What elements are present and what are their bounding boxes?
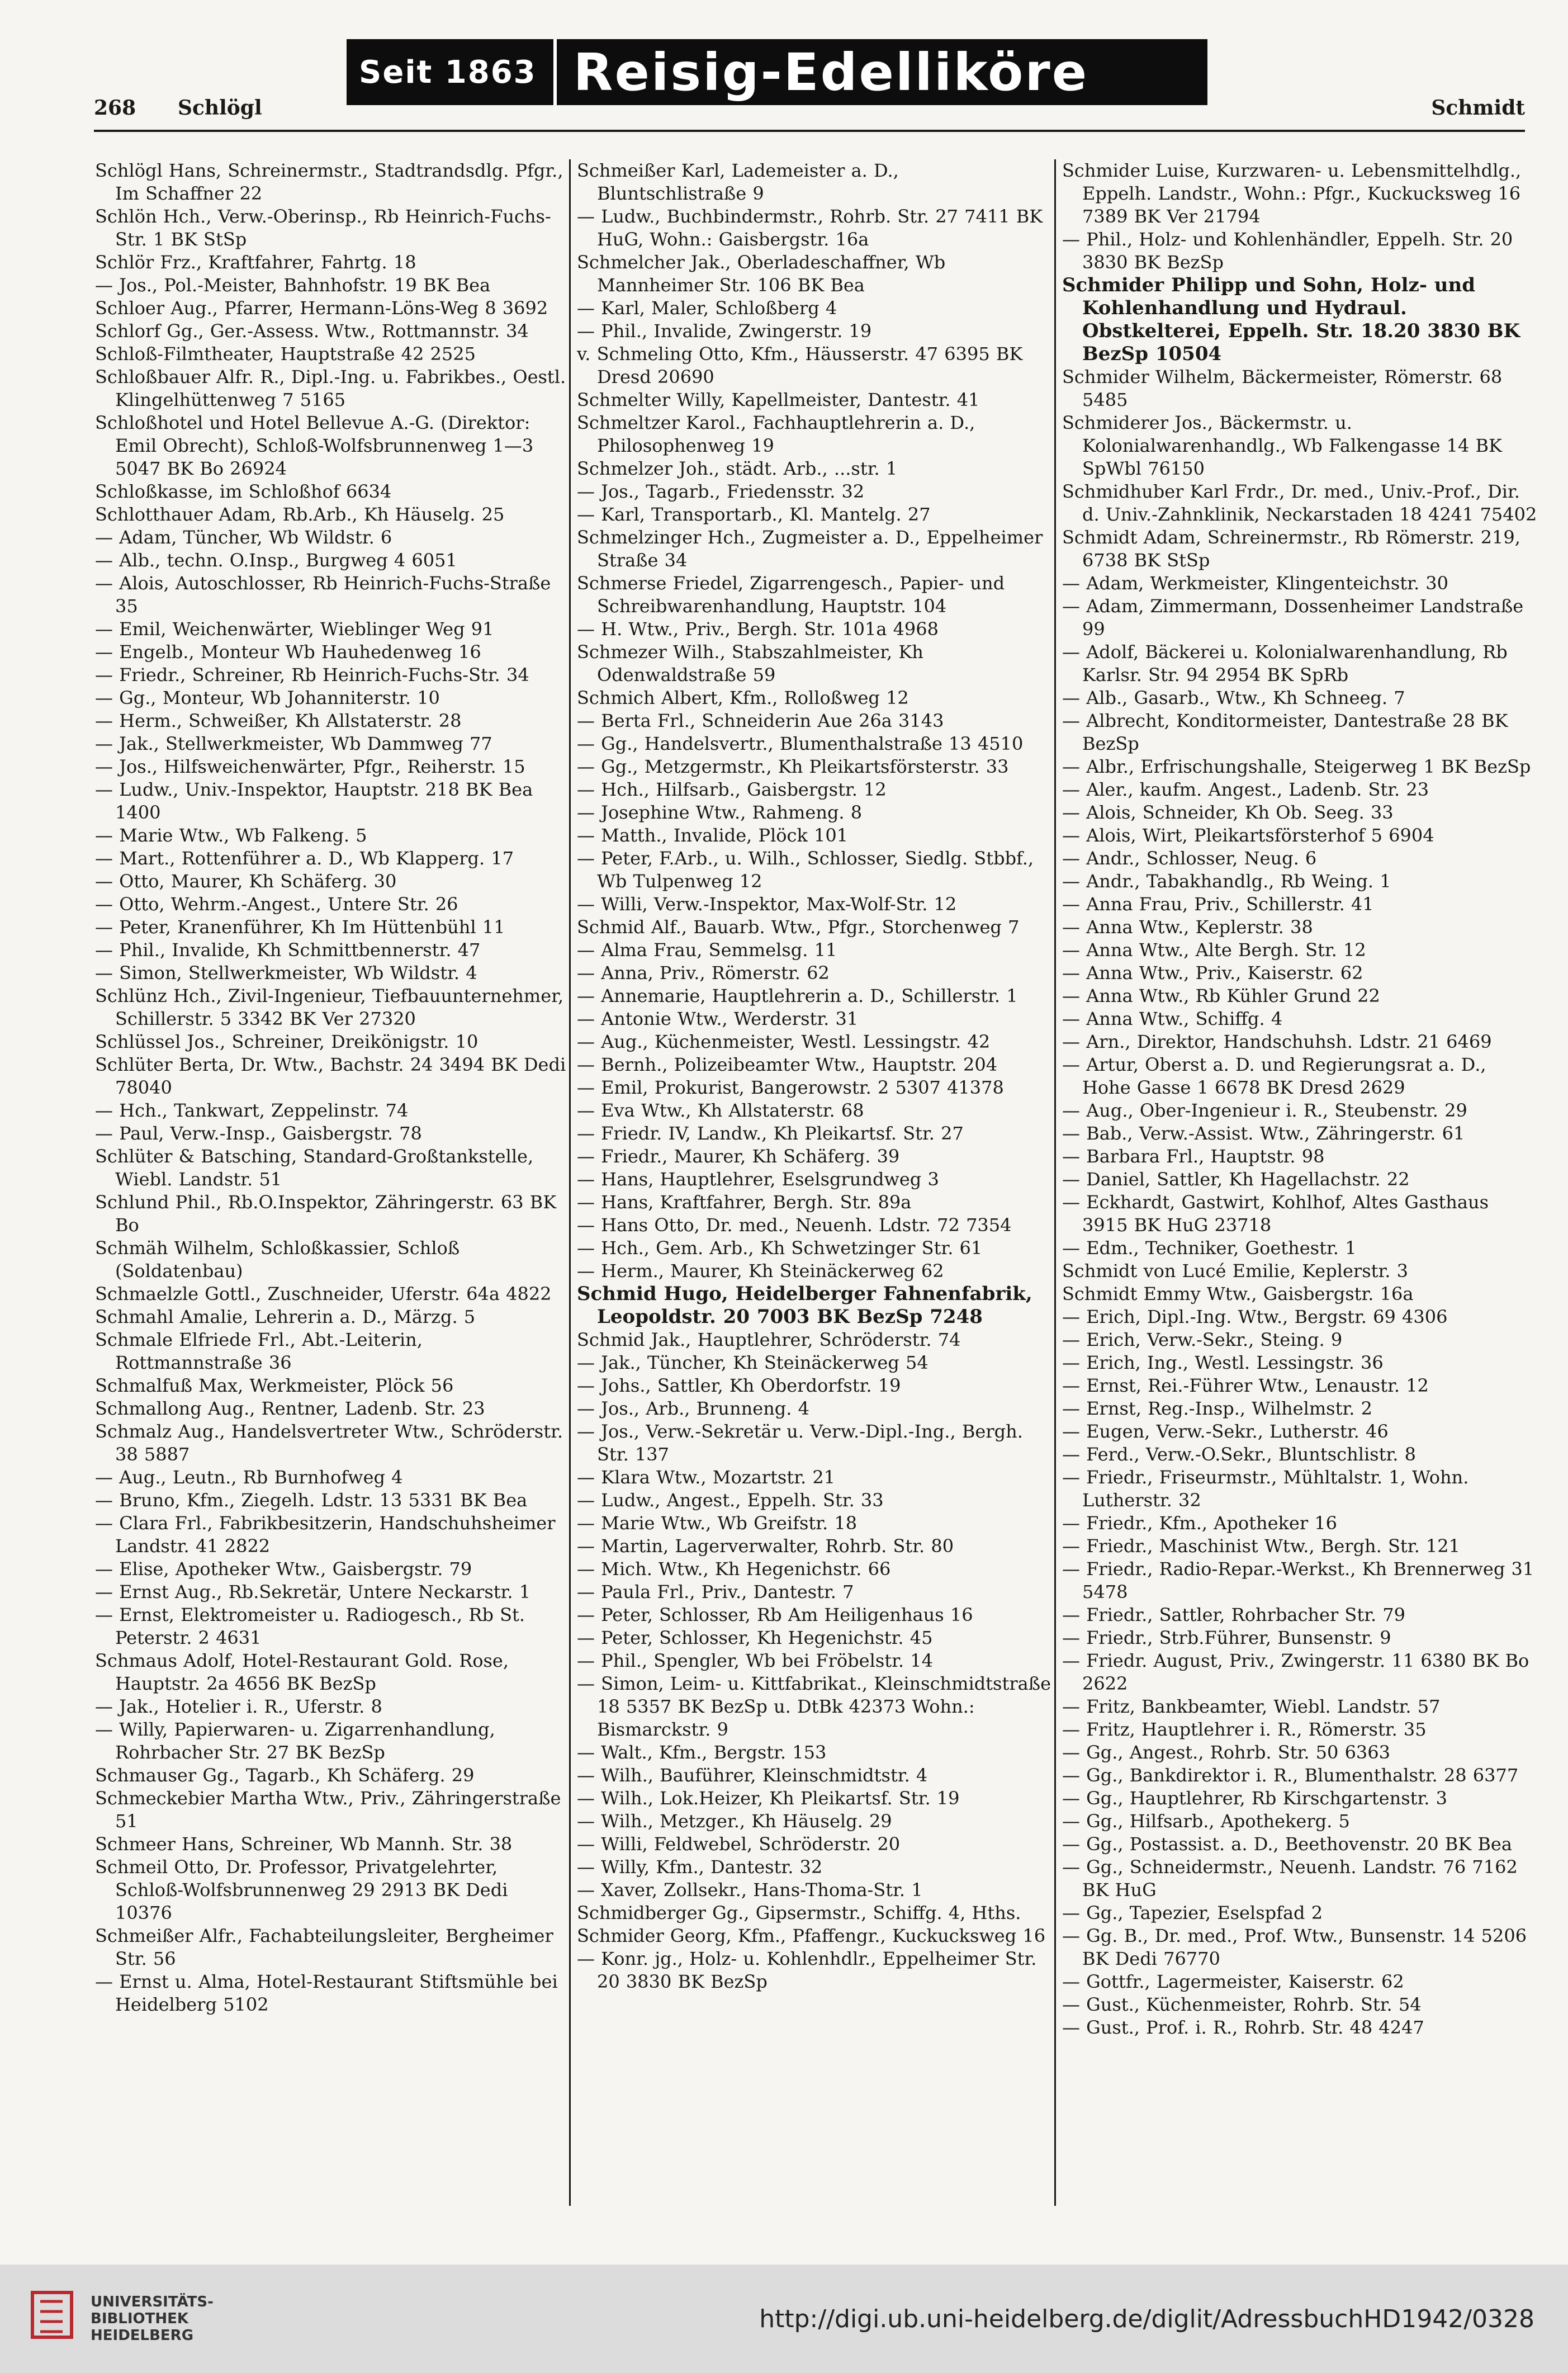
directory-entry: — Gg., Tapezier, Eselspfad 2 bbox=[1062, 1902, 1323, 1923]
directory-entry: — Walt., Kfm., Bergstr. 153 bbox=[577, 1742, 827, 1763]
library-name-line: BIBLIOTHEK bbox=[91, 2310, 189, 2327]
directory-entry: — Aug., Ober-Ingenieur i. R., Steubenstr. 29 bbox=[1062, 1100, 1467, 1121]
directory-entry: — Friedr., Schreiner, Rb Heinrich-Fuchs-Str. 34 bbox=[95, 664, 529, 686]
directory-entry: Schmidt Adam, Schreinermstr., Rb Römerstr. 219, 6738 BK StSp bbox=[1062, 527, 1520, 571]
directory-entry: — Otto, Wehrm.-Angest., Untere Str. 26 bbox=[95, 894, 458, 915]
directory-entry: — Klara Wtw., Mozartstr. 21 bbox=[577, 1467, 836, 1488]
directory-entry: — Fritz, Bankbeamter, Wiebl. Landstr. 57 bbox=[1062, 1696, 1441, 1717]
directory-entry: — Annemarie, Hauptlehrerin a. D., Schillerstr. 1 bbox=[577, 985, 1018, 1006]
directory-entry: Schmid Alf., Bauarb. Wtw., Pfgr., Storchenweg 7 bbox=[577, 916, 1020, 938]
directory-entry: — Paula Frl., Priv., Dantestr. 7 bbox=[577, 1581, 854, 1603]
directory-entry: — Wilh., Lok.Heizer, Kh Pleikartsf. Str. 19 bbox=[577, 1788, 960, 1809]
directory-entry: — Alb., Gasarb., Wtw., Kh Schneeg. 7 bbox=[1062, 687, 1405, 708]
directory-entry: Schlör Frz., Kraftfahrer, Fahrtg. 18 bbox=[95, 252, 416, 273]
directory-entry: — Eva Wtw., Kh Allstaterstr. 68 bbox=[577, 1100, 864, 1121]
directory-entry: — Ludw., Univ.-Inspektor, Hauptstr. 218 BK Bea 1400 bbox=[95, 779, 533, 823]
directory-entry: Schmalfuß Max, Werkmeister, Plöck 56 bbox=[95, 1375, 454, 1396]
directory-entry: — Simon, Stellwerkmeister, Wb Wildstr. 4 bbox=[95, 962, 477, 984]
directory-entry: Schlorf Gg., Ger.-Assess. Wtw., Rottmannstr. 34 bbox=[95, 320, 529, 342]
directory-entry: — Gust., Küchenmeister, Rohrb. Str. 54 bbox=[1062, 1994, 1422, 2015]
directory-entry: Schmaus Adolf, Hotel-Restaurant Gold. Rose, Hauptstr. 2a 4656 BK BezSp bbox=[95, 1650, 509, 1694]
directory-entry: Schmelzinger Hch., Zugmeister a. D., Eppelheimer Straße 34 bbox=[577, 527, 1043, 571]
directory-entry: Schmale Elfriede Frl., Abt.-Leiterin, Rottmannstraße 36 bbox=[95, 1329, 423, 1373]
directory-entry: — Jak., Hotelier i. R., Uferstr. 8 bbox=[95, 1696, 382, 1717]
directory-entry: — Adolf, Bäckerei u. Kolonialwarenhandlung, Rb Karlsr. Str. 94 2954 BK SpRb bbox=[1062, 641, 1508, 686]
directory-entry: — Erich, Verw.-Sekr., Steing. 9 bbox=[1062, 1329, 1343, 1350]
directory-entry: — Herm., Schweißer, Kh Allstaterstr. 28 bbox=[95, 710, 462, 731]
directory-entry: — Jos., Arb., Brunneng. 4 bbox=[577, 1398, 809, 1419]
directory-entry: — Andr., Tabakhandlg., Rb Weing. 1 bbox=[1062, 871, 1391, 892]
directory-entry: Schmaelzle Gottl., Zuschneider, Uferstr. 64a 4822 bbox=[95, 1283, 552, 1304]
directory-entry: — Friedr., Maschinist Wtw., Bergh. Str. 121 bbox=[1062, 1535, 1460, 1557]
directory-entry: — Gg. B., Dr. med., Prof. Wtw., Bunsenstr. 14 5206 BK Dedi 76770 bbox=[1062, 1925, 1527, 1969]
directory-entry: Schmelcher Jak., Oberladeschaffner, Wb Mannheimer Str. 106 BK Bea bbox=[577, 252, 946, 296]
directory-entry: — Andr., Schlosser, Neug. 6 bbox=[1062, 848, 1317, 869]
directory-entry: — Friedr., Sattler, Rohrbacher Str. 79 bbox=[1062, 1604, 1406, 1625]
directory-entry: — Alois, Autoschlosser, Rb Heinrich-Fuchs-Straße 35 bbox=[95, 573, 551, 617]
directory-entry: Schmelzer Joh., städt. Arb., ...str. 1 bbox=[577, 458, 898, 479]
directory-entry: Schmidt von Lucé Emilie, Keplerstr. 3 bbox=[1062, 1260, 1408, 1282]
column-divider-1 bbox=[569, 159, 571, 2206]
directory-entry: — Hch., Hilfsarb., Gaisbergstr. 12 bbox=[577, 779, 887, 800]
directory-entry: — Friedr., Kfm., Apotheker 16 bbox=[1062, 1512, 1338, 1534]
directory-entry: — Friedr. August, Priv., Zwingerstr. 11 6380 BK Bo 2622 bbox=[1062, 1650, 1529, 1694]
directory-entry: Schmidhuber Karl Frdr., Dr. med., Univ.-Prof., Dir. d. Univ.-Zahnklinik, Neckarstaden 18 4241 75402 bbox=[1062, 481, 1537, 525]
directory-entry: — Friedr. IV, Landw., Kh Pleikartsf. Str. 27 bbox=[577, 1123, 964, 1144]
directory-entry: — Ernst u. Alma, Hotel-Restaurant Stiftsmühle bei Heidelberg 5102 bbox=[95, 1971, 558, 2015]
directory-entry: — Eugen, Verw.-Sekr., Lutherstr. 46 bbox=[1062, 1421, 1389, 1442]
directory-entry: Schmeer Hans, Schreiner, Wb Mannh. Str. 38 bbox=[95, 1833, 513, 1855]
directory-entry: — Ernst Aug., Rb.Sekretär, Untere Neckarstr. 1 bbox=[95, 1581, 531, 1603]
directory-entry: — Xaver, Zollsekr., Hans-Thoma-Str. 1 bbox=[577, 1879, 923, 1901]
directory-entry: — Aug., Küchenmeister, Westl. Lessingstr. 42 bbox=[577, 1031, 991, 1052]
directory-entry: — Ernst, Rei.-Führer Wtw., Lenaustr. 12 bbox=[1062, 1375, 1429, 1396]
library-footer bbox=[0, 2265, 1568, 2373]
directory-entry: Schloßhotel und Hotel Bellevue A.-G. (Direktor: Emil Obrecht), Schloß-Wolfsbrunnenweg 1—3 5047 BK Bo 26924 bbox=[95, 412, 534, 479]
running-header bbox=[94, 94, 1525, 127]
directory-entry: Schmalz Aug., Handelsvertreter Wtw., Schröderstr. 38 5887 bbox=[95, 1421, 563, 1465]
directory-entry: — Alois, Wirt, Pleikartsförsterhof 5 6904 bbox=[1062, 825, 1434, 846]
directory-entry: — Paul, Verw.-Insp., Gaisbergstr. 78 bbox=[95, 1123, 422, 1144]
directory-entry: Schmid Hugo, Heidelberger Fahnenfabrik, Leopoldstr. 20 7003 BK BezSp 7248 bbox=[577, 1283, 1032, 1328]
directory-entry: — Hch., Gem. Arb., Kh Schwetzinger Str. 61 bbox=[577, 1237, 983, 1259]
directory-entry: — Matth., Invalide, Plöck 101 bbox=[577, 825, 849, 846]
directory-entry: Schmeltzer Karol., Fachhauptlehrerin a. D., Philosophenweg 19 bbox=[577, 412, 975, 456]
directory-entry: Schmauser Gg., Tagarb., Kh Schäferg. 29 bbox=[95, 1765, 475, 1786]
directory-entry: — Aug., Leutn., Rb Burnhofweg 4 bbox=[95, 1467, 403, 1488]
directory-entry: — Peter, F.Arb., u. Wilh., Schlosser, Siedlg. Stbbf., Wb Tulpenweg 12 bbox=[577, 848, 1034, 892]
directory-entry: — Gottfr., Lagermeister, Kaiserstr. 62 bbox=[1062, 1971, 1404, 1992]
directory-entry: — Phil., Spengler, Wb bei Fröbelstr. 14 bbox=[577, 1650, 933, 1671]
directory-entry: — Hans, Hauptlehrer, Eselsgrundweg 3 bbox=[577, 1169, 939, 1190]
directory-entry: — Gg., Hilfsarb., Apothekerg. 5 bbox=[1062, 1811, 1350, 1832]
directory-entry: Schmider Wilhelm, Bäckermeister, Römerstr. 68 5485 bbox=[1062, 366, 1503, 410]
directory-entry: Schmich Albert, Kfm., Rolloßweg 12 bbox=[577, 687, 909, 708]
directory-entry: Schmezer Wilh., Stabszahlmeister, Kh Odenwaldstraße 59 bbox=[577, 641, 923, 686]
directory-entry: — Marie Wtw., Wb Falkeng. 5 bbox=[95, 825, 367, 846]
directory-entry: Schmeckebier Martha Wtw., Priv., Zähringerstraße 51 bbox=[95, 1788, 561, 1832]
directory-entry: — Arn., Direktor, Handschuhsh. Ldstr. 21 6469 bbox=[1062, 1031, 1492, 1052]
directory-entry: — Bab., Verw.-Assist. Wtw., Zähringerstr. 61 bbox=[1062, 1123, 1465, 1144]
directory-entry: — Fritz, Hauptlehrer i. R., Römerstr. 35 bbox=[1062, 1719, 1427, 1740]
directory-entry: — Friedr., Maurer, Kh Schäferg. 39 bbox=[577, 1146, 900, 1167]
directory-entry: — Edm., Techniker, Goethestr. 1 bbox=[1062, 1237, 1357, 1259]
directory-entry: — Peter, Schlosser, Rb Am Heiligenhaus 16 bbox=[577, 1604, 973, 1625]
directory-entry: — Gg., Metzgermstr., Kh Pleikartsförsterstr. 33 bbox=[577, 756, 1009, 777]
directory-entry: Schmahl Amalie, Lehrerin a. D., Märzg. 5 bbox=[95, 1306, 476, 1327]
directory-entry: — Adam, Tüncher, Wb Wildstr. 6 bbox=[95, 527, 392, 548]
directory-entry: — Berta Frl., Schneiderin Aue 26a 3143 bbox=[577, 710, 944, 731]
directory-entry: — Erich, Dipl.-Ing. Wtw., Bergstr. 69 4306 bbox=[1062, 1306, 1448, 1327]
directory-entry: — Karl, Transportarb., Kl. Mantelg. 27 bbox=[577, 504, 931, 525]
directory-entry: — Hans Otto, Dr. med., Neuenh. Ldstr. 72 7354 bbox=[577, 1214, 1012, 1236]
directory-entry: — Bruno, Kfm., Ziegelh. Ldstr. 13 5331 BK Bea bbox=[95, 1490, 528, 1511]
left-running-head: Schlögl bbox=[178, 96, 262, 120]
directory-entry: — Jos., Hilfsweichenwärter, Pfgr., Reiherstr. 15 bbox=[95, 756, 525, 777]
directory-entry: — Alma Frau, Semmelsg. 11 bbox=[577, 939, 837, 961]
directory-entry: — Peter, Kranenführer, Kh Im Hüttenbühl 11 bbox=[95, 916, 505, 938]
directory-entry: — Mart., Rottenführer a. D., Wb Klapperg. 17 bbox=[95, 848, 514, 869]
directory-entry: — Gust., Prof. i. R., Rohrb. Str. 48 4247 bbox=[1062, 2017, 1424, 2038]
column-1 bbox=[95, 159, 570, 2206]
directory-entry: — Mich. Wtw., Kh Hegenichstr. 66 bbox=[577, 1558, 891, 1580]
directory-entry: — Willy, Papierwaren- u. Zigarrenhandlung, Rohrbacher Str. 27 BK BezSp bbox=[95, 1719, 495, 1763]
directory-entry: Schloß-Filmtheater, Hauptstraße 42 2525 bbox=[95, 343, 476, 365]
directory-entry: — Bernh., Polizeibeamter Wtw., Hauptstr. 204 bbox=[577, 1054, 998, 1075]
directory-entry: — H. Wtw., Priv., Bergh. Str. 101a 4968 bbox=[577, 618, 939, 640]
directory-entry: Schmäh Wilhelm, Schloßkassier, Schloß (Soldatenbau) bbox=[95, 1237, 460, 1282]
directory-entry: Schmider Georg, Kfm., Pfaffengr., Kuckucksweg 16 bbox=[577, 1925, 1046, 1946]
directory-entry: — Engelb., Monteur Wb Hauhedenweg 16 bbox=[95, 641, 481, 663]
directory-entry: — Gg., Postassist. a. D., Beethovenstr. 20 BK Bea bbox=[1062, 1833, 1512, 1855]
directory-entry: — Jak., Stellwerkmeister, Wb Dammweg 77 bbox=[95, 733, 492, 754]
directory-entry: — Clara Frl., Fabrikbesitzerin, Handschuhsheimer Landstr. 41 2822 bbox=[95, 1512, 556, 1557]
directory-entry: — Gg., Hauptlehrer, Rb Kirschgartenstr. 3 bbox=[1062, 1788, 1447, 1809]
directory-entry: Schlögl Hans, Schreinermstr., Stadtrandsdlg. Pfgr., Im Schaffner 22 bbox=[95, 160, 563, 204]
directory-entry: — Gg., Angest., Rohrb. Str. 50 6363 bbox=[1062, 1742, 1390, 1763]
directory-entry: — Artur, Oberst a. D. und Regierungsrat a. D., Hohe Gasse 1 6678 BK Dresd 2629 bbox=[1062, 1054, 1486, 1098]
directory-entry: — Peter, Schlosser, Kh Hegenichstr. 45 bbox=[577, 1627, 933, 1648]
directory-entry: — Aler., kaufm. Angest., Ladenb. Str. 23 bbox=[1062, 779, 1429, 800]
directory-entry: — Ludw., Buchbindermstr., Rohrb. Str. 27 7411 BK HuG, Wohn.: Gaisbergstr. 16a bbox=[577, 206, 1043, 250]
directory-entry: — Albr., Erfrischungshalle, Steigerweg 1 BK BezSp bbox=[1062, 756, 1531, 777]
header-rule bbox=[94, 130, 1525, 132]
library-name-line: HEIDELBERG bbox=[91, 2327, 194, 2344]
directory-entry: — Simon, Leim- u. Kittfabrikat., Kleinschmidtstraße 18 5357 BK BezSp u. DtBk 42373 Wohn.: Bismarckstr. 9 bbox=[577, 1673, 1051, 1740]
directory-entry: — Ernst, Elektromeister u. Radiogesch., Rb St. Peterstr. 2 4631 bbox=[95, 1604, 525, 1648]
directory-entry: — Emil, Prokurist, Bangerowstr. 2 5307 41378 bbox=[577, 1077, 1004, 1098]
directory-entry: Schlön Hch., Verw.-Oberinsp., Rb Heinrich-Fuchs-Str. 1 BK StSp bbox=[95, 206, 551, 250]
directory-entry: — Daniel, Sattler, Kh Hagellachstr. 22 bbox=[1062, 1169, 1410, 1190]
directory-entry: — Willy, Kfm., Dantestr. 32 bbox=[577, 1856, 823, 1878]
directory-entry: — Hch., Tankwart, Zeppelinstr. 74 bbox=[95, 1100, 409, 1121]
directory-entry: — Martin, Lagerverwalter, Rohrb. Str. 80 bbox=[577, 1535, 954, 1557]
directory-entry: Schmerse Friedel, Zigarrengesch., Papier- und Schreibwarenhandlung, Hauptstr. 104 bbox=[577, 573, 1005, 617]
banner-brand: Reisig-Edelliköre bbox=[573, 42, 1089, 102]
directory-entry: — Anna Wtw., Keplerstr. 38 bbox=[1062, 916, 1313, 938]
directory-entry: — Karl, Maler, Schloßberg 4 bbox=[577, 297, 837, 319]
directory-entry: — Anna Frau, Priv., Schillerstr. 41 bbox=[1062, 894, 1374, 915]
directory-entry: — Anna Wtw., Priv., Kaiserstr. 62 bbox=[1062, 962, 1363, 984]
directory-entry: — Friedr., Strb.Führer, Bunsenstr. 9 bbox=[1062, 1627, 1391, 1648]
directory-entry: Schmid Jak., Hauptlehrer, Schröderstr. 74 bbox=[577, 1329, 961, 1350]
library-name-line: UNIVERSITÄTS- bbox=[91, 2294, 214, 2310]
directory-entry: — Johs., Sattler, Kh Oberdorfstr. 19 bbox=[577, 1375, 901, 1396]
directory-entry: — Anna Wtw., Schiffg. 4 bbox=[1062, 1008, 1283, 1029]
directory-entry: Schlund Phil., Rb.O.Inspektor, Zähringerstr. 63 BK Bo bbox=[95, 1192, 557, 1236]
directory-entry: Schmeißer Karl, Lademeister a. D., Bluntschlistraße 9 bbox=[577, 160, 899, 204]
directory-entry: Schlüter Berta, Dr. Wtw., Bachstr. 24 3494 BK Dedi 78040 bbox=[95, 1054, 566, 1098]
directory-entry: — Marie Wtw., Wb Greifstr. 18 bbox=[577, 1512, 858, 1534]
directory-entry: Schmallong Aug., Rentner, Ladenb. Str. 23 bbox=[95, 1398, 485, 1419]
directory-entry: — Albrecht, Konditormeister, Dantestraße 28 BK BezSp bbox=[1062, 710, 1508, 754]
directory-entry: — Jos., Verw.-Sekretär u. Verw.-Dipl.-Ing., Bergh. Str. 137 bbox=[577, 1421, 1023, 1465]
page-number: 268 bbox=[94, 96, 136, 120]
directory-entry: — Wilh., Bauführer, Kleinschmidtstr. 4 bbox=[577, 1765, 928, 1786]
directory-entry: — Gg., Monteur, Wb Johanniterstr. 10 bbox=[95, 687, 440, 708]
directory-entry: — Adam, Zimmermann, Dossenheimer Landstraße 99 bbox=[1062, 595, 1524, 640]
library-logo-icon bbox=[29, 2289, 79, 2343]
directory-entry: — Jos., Pol.-Meister, Bahnhofstr. 19 BK Bea bbox=[95, 275, 491, 296]
source-url[interactable]: http://digi.ub.uni-heidelberg.de/diglit/AdressbuchHD1942/0328 bbox=[759, 2305, 1534, 2333]
directory-entry: Schloer Aug., Pfarrer, Hermann-Löns-Weg 8 3692 bbox=[95, 297, 548, 319]
directory-entry: — Phil., Holz- und Kohlenhändler, Eppelh. Str. 20 3830 BK BezSp bbox=[1062, 229, 1513, 273]
directory-entry: — Ferd., Verw.-O.Sekr., Bluntschlistr. 8 bbox=[1062, 1444, 1416, 1465]
directory-entry: Schloßbauer Alfr. R., Dipl.-Ing. u. Fabrikbes., Oestl. Klingelhüttenweg 7 5165 bbox=[95, 366, 566, 410]
directory-entry: — Alb., techn. O.Insp., Burgweg 4 6051 bbox=[95, 550, 457, 571]
directory-entry: — Friedr., Friseurmstr., Mühltalstr. 1, Wohn. Lutherstr. 32 bbox=[1062, 1467, 1469, 1511]
directory-entry: Schmeil Otto, Dr. Professor, Privatgelehrter, Schloß-Wolfsbrunnenweg 29 2913 BK Dedi 10376 bbox=[95, 1856, 508, 1923]
directory-entry: Schmidt Emmy Wtw., Gaisbergstr. 16a bbox=[1062, 1283, 1414, 1304]
directory-entry: — Phil., Invalide, Zwingerstr. 19 bbox=[577, 320, 872, 342]
directory-entry: — Ernst, Reg.-Insp., Wilhelmstr. 2 bbox=[1062, 1398, 1372, 1419]
directory-entry: — Wilh., Metzger., Kh Häuselg. 29 bbox=[577, 1811, 892, 1832]
directory-entry: Schlünz Hch., Zivil-Ingenieur, Tiefbauunternehmer, Schillerstr. 5 3342 BK Ver 27320 bbox=[95, 985, 564, 1029]
directory-entry: Schmelter Willy, Kapellmeister, Dantestr. 41 bbox=[577, 389, 980, 410]
directory-entry: — Hans, Kraftfahrer, Bergh. Str. 89a bbox=[577, 1192, 912, 1213]
directory-entry: Schlüssel Jos., Schreiner, Dreikönigstr. 10 bbox=[95, 1031, 479, 1052]
directory-entry: — Konr. jg., Holz- u. Kohlenhdlr., Eppelheimer Str. 20 3830 BK BezSp bbox=[577, 1948, 1037, 1992]
directory-entry: — Eckhardt, Gastwirt, Kohlhof, Altes Gasthaus 3915 BK HuG 23718 bbox=[1062, 1192, 1489, 1236]
directory-entry: — Jak., Tüncher, Kh Steinäckerweg 54 bbox=[577, 1352, 929, 1373]
directory-entry: — Elise, Apotheker Wtw., Gaisbergstr. 79 bbox=[95, 1558, 472, 1580]
directory-entry: Schmidberger Gg., Gipsermstr., Schiffg. 4, Hths. bbox=[577, 1902, 1021, 1923]
directory-entry: — Gg., Bankdirektor i. R., Blumenthalstr. 28 6377 bbox=[1062, 1765, 1519, 1786]
banner-since: Seit 1863 bbox=[347, 39, 557, 105]
right-running-head: Schmidt bbox=[1431, 96, 1525, 120]
directory-entry: — Anna Wtw., Rb Kühler Grund 22 bbox=[1062, 985, 1380, 1006]
directory-entry: — Ludw., Angest., Eppelh. Str. 33 bbox=[577, 1490, 884, 1511]
directory-entry: — Antonie Wtw., Werderstr. 31 bbox=[577, 1008, 859, 1029]
column-2 bbox=[577, 159, 1052, 2206]
directory-entry: — Friedr., Radio-Repar.-Werkst., Kh Brennerweg 31 5478 bbox=[1062, 1558, 1534, 1603]
directory-entry: — Jos., Tagarb., Friedensstr. 32 bbox=[577, 481, 865, 502]
directory-entry: — Anna, Priv., Römerstr. 62 bbox=[577, 962, 830, 984]
directory-entry: — Willi, Feldwebel, Schröderstr. 20 bbox=[577, 1833, 901, 1855]
directory-entry: — Phil., Invalide, Kh Schmittbennerstr. 47 bbox=[95, 939, 481, 961]
column-3 bbox=[1062, 159, 1537, 2206]
directory-entry: — Otto, Maurer, Kh Schäferg. 30 bbox=[95, 871, 397, 892]
directory-entry: v. Schmeling Otto, Kfm., Häusserstr. 47 6395 BK Dresd 20690 bbox=[577, 343, 1023, 387]
directory-entry: Schlotthauer Adam, Rb.Arb., Kh Häuselg. 25 bbox=[95, 504, 505, 525]
directory-entry: — Gg., Handelsvertr., Blumenthalstraße 13 4510 bbox=[577, 733, 1024, 754]
directory-entry: — Willi, Verw.-Inspektor, Max-Wolf-Str. 12 bbox=[577, 894, 957, 915]
directory-entry: — Herm., Maurer, Kh Steinäckerweg 62 bbox=[577, 1260, 944, 1282]
directory-entry: Schlüter & Batsching, Standard-Großtankstelle, Wiebl. Landstr. 51 bbox=[95, 1146, 534, 1190]
directory-entry: — Gg., Schneidermstr., Neuenh. Landstr. 76 7162 BK HuG bbox=[1062, 1856, 1518, 1901]
directory-entry: — Adam, Werkmeister, Klingenteichstr. 30 bbox=[1062, 573, 1448, 594]
directory-entry: — Josephine Wtw., Rahmeng. 8 bbox=[577, 802, 863, 823]
directory-entry: Schmider Philipp und Sohn, Holz- und Kohlenhandlung und Hydraul. Obstkelterei, Eppelh. Str. 18.20 3830 BK BezSp 10504 bbox=[1062, 274, 1520, 365]
library-name bbox=[91, 2294, 214, 2344]
directory-entry: Schmeißer Alfr., Fachabteilungsleiter, Bergheimer Str. 56 bbox=[95, 1925, 553, 1969]
directory-entry: Schmider Luise, Kurzwaren- u. Lebensmittelhdlg., Eppelh. Landstr., Wohn.: Pfgr., Kuckucksweg 16 7389 BK Ver 21794 bbox=[1062, 160, 1522, 227]
directory-entry: Schmiderer Jos., Bäckermstr. u. Kolonialwarenhandlg., Wb Falkengasse 14 BK SpWbl 76150 bbox=[1062, 412, 1502, 479]
column-divider-2 bbox=[1054, 159, 1056, 2206]
directory-entry: — Emil, Weichenwärter, Wieblinger Weg 91 bbox=[95, 618, 494, 640]
directory-entry: Schloßkasse, im Schloßhof 6634 bbox=[95, 481, 392, 502]
directory-entry: — Alois, Schneider, Kh Ob. Seeg. 33 bbox=[1062, 802, 1394, 823]
directory-entry: — Barbara Frl., Hauptstr. 98 bbox=[1062, 1146, 1325, 1167]
directory-entry: — Anna Wtw., Alte Bergh. Str. 12 bbox=[1062, 939, 1366, 961]
directory-entry: — Erich, Ing., Westl. Lessingstr. 36 bbox=[1062, 1352, 1384, 1373]
